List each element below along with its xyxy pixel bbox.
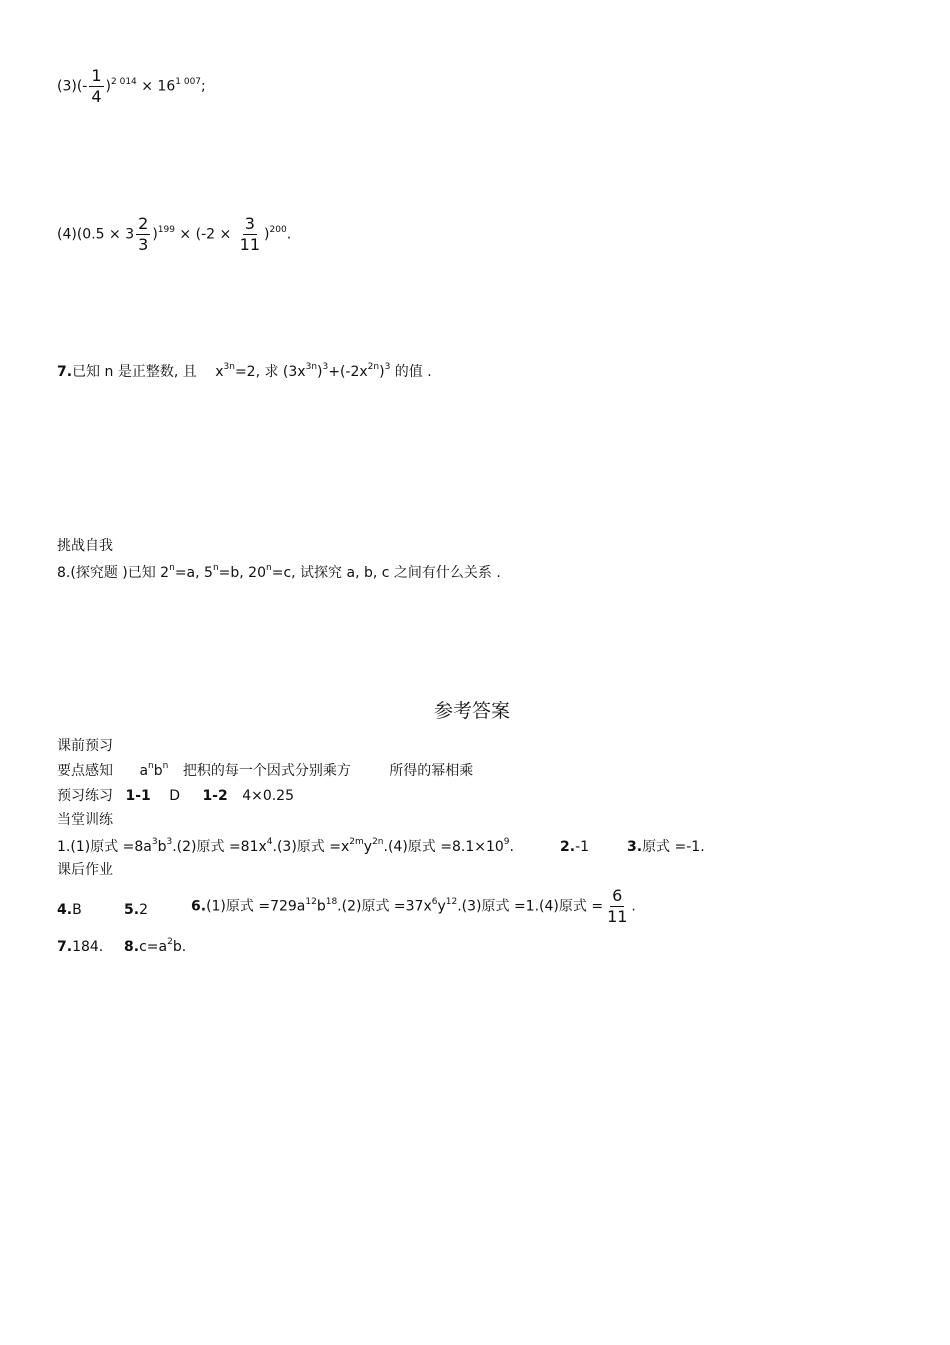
homework-answer-4: 4.B: [57, 902, 82, 918]
answers-title: 参考答案: [433, 700, 510, 722]
fraction: $\frac{6}{11}$: [607, 886, 628, 926]
problem-7: 7.已知 n 是正整数, 且 $x^{3n}=2$, 求 $(3x^{3n})^3+(-2x^{2n})^3$ 的值 .: [57, 362, 432, 380]
homework-answer-6: 6.(1)原式 $=729a^{12}b^{18}.(2)$原式 $=37x^6y^{12}.(3)$原式 =1.(4)原式 = $\frac{6}{11}$ .: [191, 886, 636, 926]
homework-answer-7: 7.184.: [57, 939, 104, 955]
class-training-answer-2: 2.-1: [560, 839, 590, 855]
homework-answer-8: $8.c=a^2b$.: [124, 937, 187, 955]
practice-row: 预习练习 1-1 D 1-2 4×0.25: [57, 788, 294, 804]
fraction: $\frac{3}{11}$: [239, 214, 261, 254]
problem-8: 8.(探究题 )已知 $2^n=a$, $5^n=b$, $20^n=c$, 试探究 a, b, c 之间有什么关系 .: [57, 563, 501, 581]
problem-3: (3)(- $\frac{1}{4}$ )$^{2 014} \times 16^{1 007}$;: [57, 66, 206, 106]
class-training-answer-3: 3.原式 =-1.: [627, 839, 705, 855]
section-homework: 课后作业: [57, 862, 113, 878]
problem-4: (4)(0.5 × 3 $\frac{2}{3}$ )$^{199}$ × (-2 × $\frac{3}{11}$ )$^{200}$.: [57, 214, 292, 254]
fraction: $\frac{2}{3}$: [138, 214, 149, 254]
key-points-row: 要点感知 $a^nb^n$ 把积的每一个因式分别乘方 所得的幂相乘: [57, 761, 474, 779]
class-training-row: 1.(1)原式 $=8a^3b^3.(2)$原式 $=81x^4.(3)$原式 $=x^{2m}y^{2n}.(4)$原式 $=8.1\times 10^9$.: [57, 837, 514, 855]
fraction: $\frac{1}{4}$: [91, 66, 102, 106]
section-pre-study: 课前预习: [57, 738, 113, 754]
section-class-training: 当堂训练: [57, 812, 113, 828]
homework-answer-5: 5.2: [124, 902, 148, 918]
section-heading-challenge: 挑战自我: [57, 538, 113, 554]
